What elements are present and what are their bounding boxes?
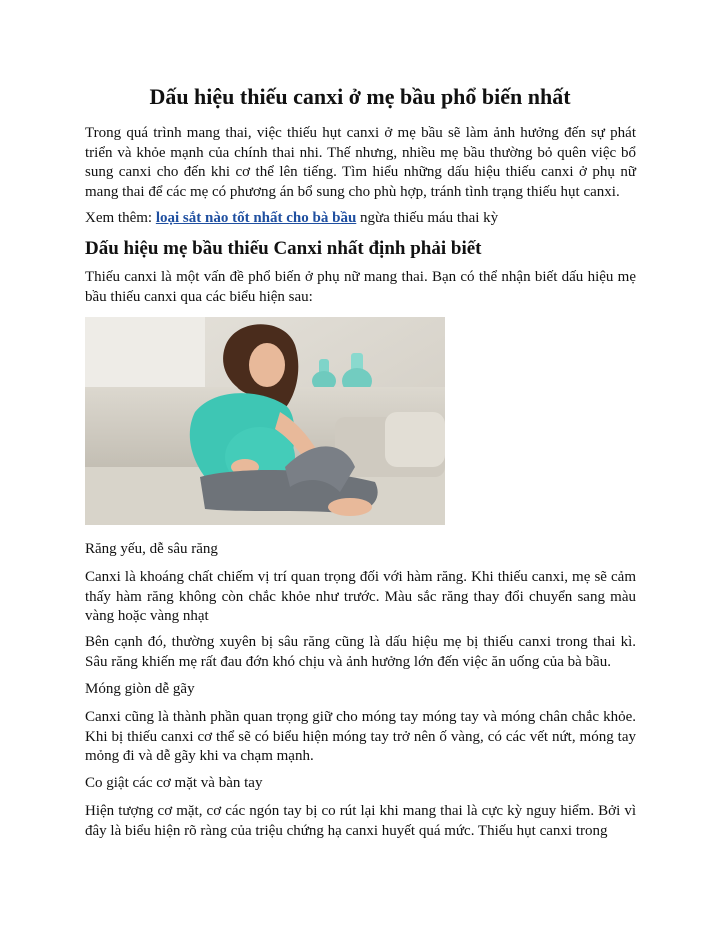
section-intro-paragraph: Thiếu canxi là một vấn đề phổ biến ở phụ nữ mang thai. Bạn có thể nhận biết dấu hiệu mẹ bầu thiếu canxi qua các biểu hiện sau: <box>85 269 636 305</box>
item-1-heading: Răng yếu, dễ sâu răng <box>85 541 218 557</box>
see-more-prefix: Xem thêm: <box>85 210 156 226</box>
item-3-paragraph-1: Hiện tượng cơ mặt, cơ các ngón tay bị co rút lại khi mang thai là cực kỳ nguy hiểm. Bởi vì đây là biểu hiện rõ ràng của triệu chứng hạ canxi huyết quá mức. Thiếu hụt canxi trong <box>85 803 636 839</box>
intro-paragraph: Trong quá trình mang thai, việc thiếu hụt canxi ở mẹ bầu sẽ làm ảnh hưởng đến sự phát triển và khỏe mạnh của chính thai nhi. Thế nhưng, nhiều mẹ bầu thường bỏ quên việc bổ sung canxi cho đến khi cơ thể lên tiếng. Tìm hiểu những dấu hiệu thiếu canxi ở phụ nữ mang thai để các mẹ có phương án bổ sung cho phù hợp, tránh tình trạng thiếu hụt canxi. <box>85 125 636 200</box>
item-2-paragraph-1: Canxi cũng là thành phần quan trọng giữ cho móng tay móng tay và móng chân chắc khỏe. Khi bị thiếu canxi cơ thể sẽ có biểu hiện móng tay trở nên ố vàng, có các vết nứt, móng tay mỏng đi và dễ gãy khi va chạm mạnh. <box>85 709 636 764</box>
pregnant-woman-photo <box>85 317 445 525</box>
see-more-suffix: ngừa thiếu máu thai kỳ <box>356 210 499 226</box>
section-heading: Dấu hiệu mẹ bầu thiếu Canxi nhất định phải biết <box>85 238 482 259</box>
page-title: Dấu hiệu thiếu canxi ở mẹ bầu phổ biến nhất <box>149 84 571 109</box>
see-more-line <box>85 209 636 229</box>
item-2-heading: Móng giòn dễ gãy <box>85 681 195 697</box>
item-1-paragraph-1: Canxi là khoáng chất chiếm vị trí quan trọng đối với hàm răng. Khi thiếu canxi, mẹ sẽ cảm thấy hàm răng không còn chắc khỏe như trước. Màu sắc răng thay đổi chuyển sang màu vàng hoặc vàng nhạt <box>85 569 636 624</box>
item-1-paragraph-2: Bên cạnh đó, thường xuyên bị sâu răng cũng là dấu hiệu mẹ bị thiếu canxi trong thai kì. Sâu răng khiến mẹ rất đau đớn khó chịu và ảnh hưởng lớn đến việc ăn uống của bà bầu. <box>85 634 636 670</box>
iron-supplement-link[interactable]: loại sắt nào tốt nhất cho bà bầu <box>155 210 357 226</box>
item-3-heading: Co giật các cơ mặt và bàn tay <box>85 775 263 791</box>
